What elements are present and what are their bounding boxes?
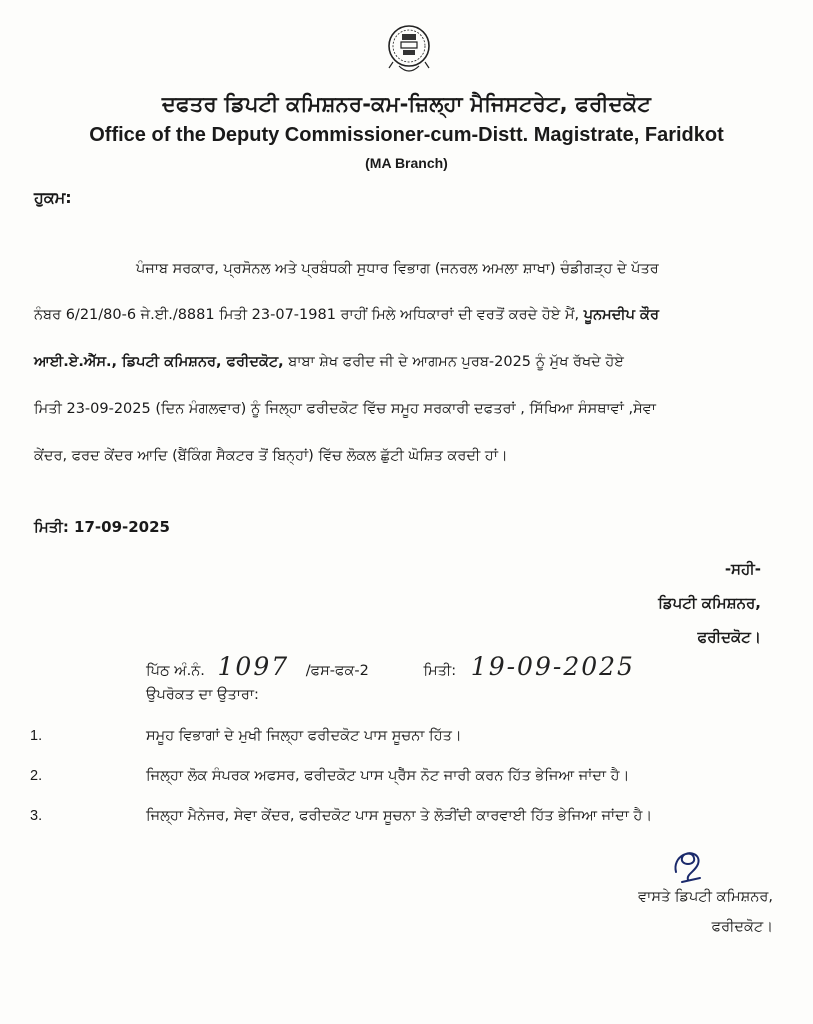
order-line-1: ਪੰਜਾਬ ਸਰਕਾਰ, ਪ੍ਰਸੋਨਲ ਅਤੇ ਪ੍ਰਬੰਧਕੀ ਸੁਧਾਰ ਵਿਭਾਗ (ਜਨਰਲ ਅਮਲਾ ਸ਼ਾਖਾ) ਚੰਡੀਗੜ੍ਹ ਦੇ ਪੱਤਰ — [136, 261, 659, 277]
state-emblem-icon — [383, 22, 435, 84]
list-item-number: 1. — [30, 728, 43, 744]
copy-forwarded-label: ਉਪਰੋਕਤ ਦਾ ਉਤਾਰਾ: — [146, 687, 259, 703]
list-item-text: ਜਿਲ੍ਹਾ ਲੋਕ ਸੰਪਰਕ ਅਫਸਰ, ਫਰੀਦਕੋਟ ਪਾਸ ਪ੍ਰੈੱਸ ਨੋਟ ਜਾਰੀ ਕਰਨ ਹਿੱਤ ਭੇਜਿਆ ਜਾਂਦਾ ਹੈ। — [146, 768, 630, 784]
endorsement-number: 1097 — [217, 652, 290, 681]
for-deputy-commissioner-block — [638, 882, 773, 942]
for-designation: ਵਾਸਤੇ ਡਿਪਟੀ ਕਮਿਸ਼ਨਰ, — [638, 889, 773, 905]
endorsement-line — [146, 652, 635, 681]
order-line-4: ਮਿਤੀ 23-09-2025 (ਦਿਨ ਮੰਗਲਵਾਰ) ਨੂੰ ਜਿਲ੍ਹਾ ਫਰੀਦਕੋਟ ਵਿੱਚ ਸਮੂਹ ਸਰਕਾਰੀ ਦਫਤਰਾਂ , ਸਿੱਖਿਆ ਸੰਸਥਾਵਾਂ ,ਸੇਵਾ — [34, 401, 656, 417]
endorsement-date-label: ਮਿਤੀ: — [423, 663, 457, 679]
endorsement-label: ਪਿੱਠ ਅੰ.ਨੰ. — [146, 663, 205, 679]
branch-label: (MA Branch) — [365, 155, 448, 171]
list-item-text: ਸਮੂਹ ਵਿਭਾਗਾਂ ਦੇ ਮੁਖੀ ਜਿਲ੍ਹਾ ਫਰੀਦਕੋਟ ਪਾਸ ਸੂਚਨਾ ਹਿੱਤ। — [146, 728, 462, 744]
officer-designation: ਆਈ.ਏ.ਐੱਸ., ਡਿਪਟੀ ਕਮਿਸ਼ਨਰ, ਫਰੀਦਕੋਟ, — [34, 354, 284, 370]
office-title-english: Office of the Deputy Commissioner-cum-Distt. Magistrate, Faridkot — [89, 124, 724, 146]
order-line-2-text: ਨੰਬਰ 6/21/80-6 ਜੇ.ਈ./8881 ਮਿਤੀ 23-07-1981 ਰਾਹੀਂ ਮਿਲੇ ਅਧਿਕਾਰਾਂ ਦੀ ਵਰਤੋਂ ਕਰਦੇ ਹੋਏ ਮੈਂ, — [34, 307, 580, 323]
signed-mark: -ਸਹੀ- — [724, 560, 761, 578]
order-line-3-text: ਬਾਬਾ ਸ਼ੇਖ ਫਰੀਦ ਜੀ ਦੇ ਆਗਮਨ ਪੁਰਬ-2025 ਨੂੰ ਮੁੱਖ ਰੱਖਦੇ ਹੋਏ — [288, 354, 624, 370]
list-item-number: 2. — [30, 768, 43, 784]
officer-name: ਪੂਨਮਦੀਪ ਕੌਰ — [583, 307, 659, 323]
order-line-2 — [34, 307, 774, 323]
list-item-number: 3. — [30, 808, 43, 824]
endorsement-date: 19-09-2025 — [470, 652, 635, 681]
list-item-text: ਜਿਲ੍ਹਾ ਮੈਨੇਜਰ, ਸੇਵਾ ਕੇਂਦਰ, ਫਰੀਦਕੋਟ ਪਾਸ ਸੂਚਨਾ ਤੇ ਲੋੜੀਂਦੀ ਕਾਰਵਾਈ ਹਿੱਤ ਭੇਜਿਆ ਜਾਂਦਾ ਹੈ। — [146, 808, 653, 824]
signatory-block — [658, 552, 761, 654]
endorsement-branch: /ਫਸ-ਫਕ-2 — [305, 663, 369, 679]
order-heading: ਹੁਕਮ: — [34, 188, 72, 207]
order-line-3 — [34, 354, 774, 370]
office-title-punjabi: ਦਫਤਰ ਡਿਪਟੀ ਕਮਿਸ਼ਨਰ-ਕਮ-ਜ਼ਿਲ੍ਹਾ ਮੈਜਿਸਟਰੇਟ, ਫਰੀਦਕੋਟ — [161, 92, 652, 116]
signatory-place: ਫਰੀਦਕੋਟ। — [697, 628, 761, 646]
order-date: ਮਿਤੀ: 17-09-2025 — [34, 518, 170, 536]
signatory-designation: ਡਿਪਟੀ ਕਮਿਸ਼ਨਰ, — [658, 594, 761, 612]
for-place: ਫਰੀਦਕੋਟ। — [711, 919, 773, 935]
order-line-5: ਕੇਂਦਰ, ਫਰਦ ਕੇਂਦਰ ਆਦਿ (ਬੈਂਕਿੰਗ ਸੈਕਟਰ ਤੋਂ ਬਿਨ੍ਹਾਂ) ਵਿੱਚ ਲੋਕਲ ਛੁੱਟੀ ਘੋਸ਼ਿਤ ਕਰਦੀ ਹਾਂ। — [34, 448, 508, 464]
